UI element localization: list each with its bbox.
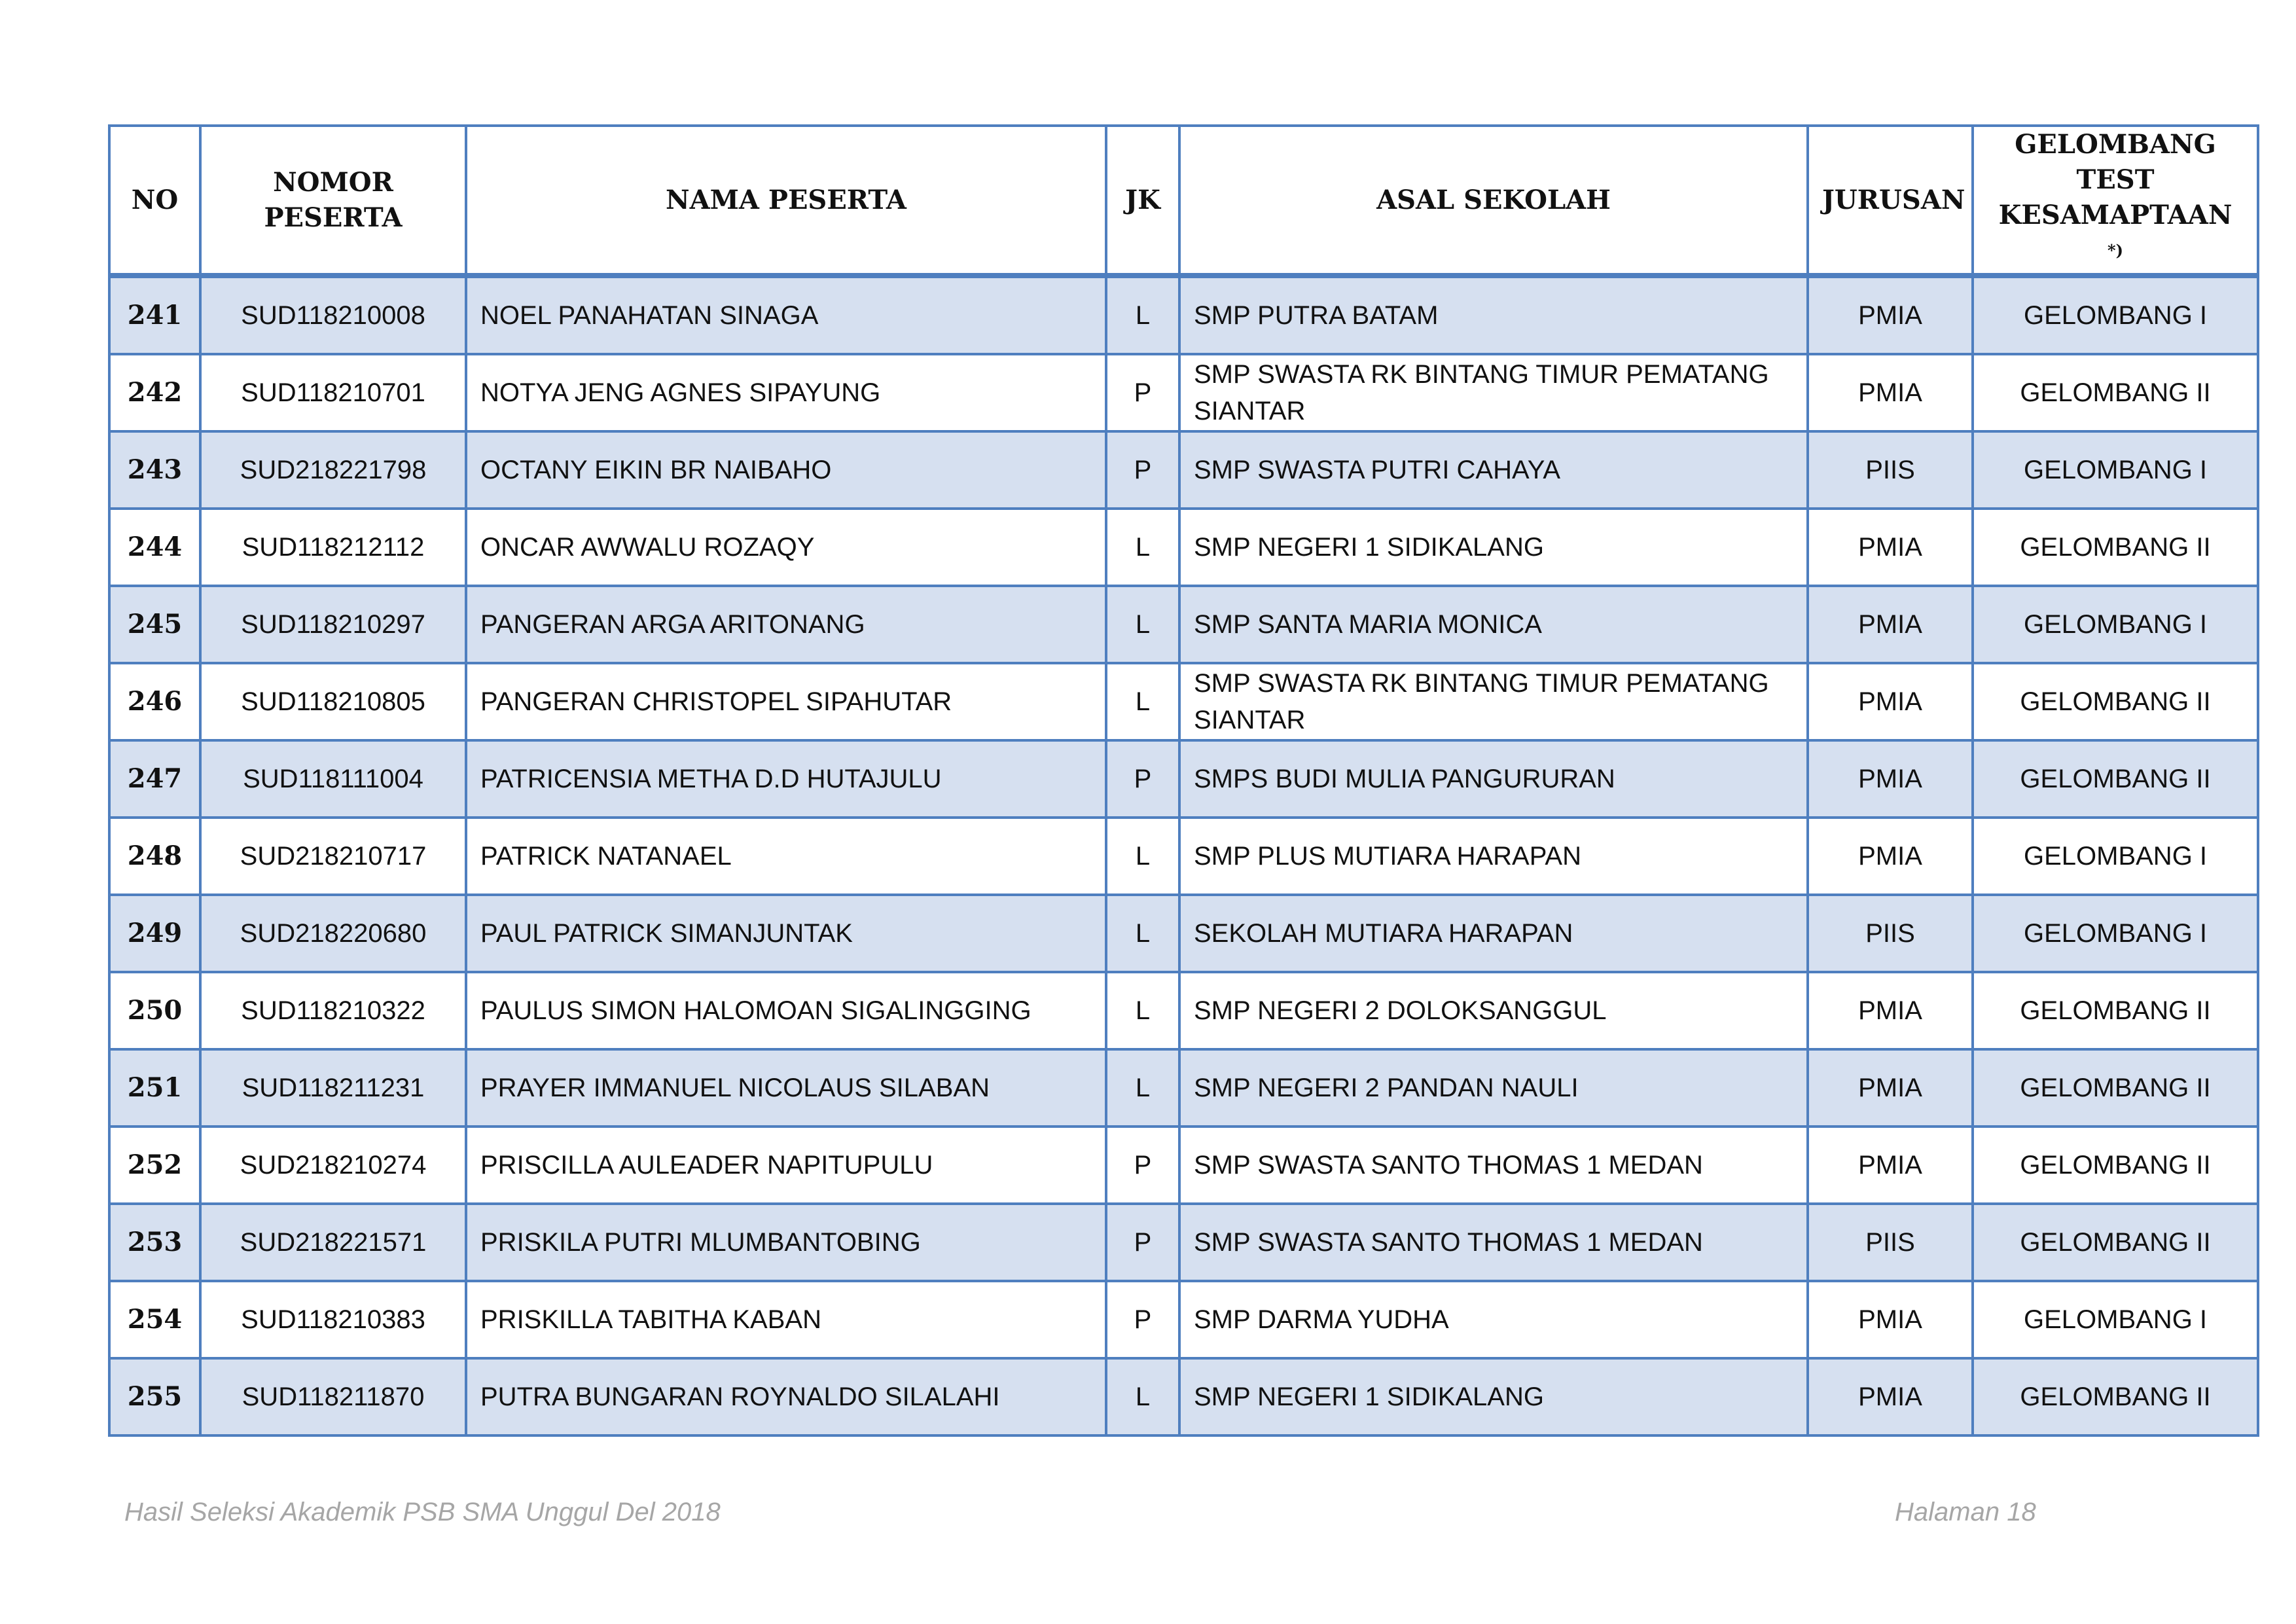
cell-gelombang: GELOMBANG II <box>1973 1358 2258 1435</box>
table-row <box>109 972 2258 1049</box>
cell-jurusan: PMIA <box>1808 1049 1973 1127</box>
cell-jurusan: PIIS <box>1808 1204 1973 1281</box>
cell-asal-sekolah: SMP NEGERI 2 PANDAN NAULI <box>1179 1049 1808 1127</box>
cell-nama-peserta: PATRICENSIA METHA D.D HUTAJULU <box>466 740 1106 818</box>
header-gelombang-test <box>1973 126 2258 276</box>
cell-nama-peserta: PAULUS SIMON HALOMOAN SIGALINGGING <box>466 972 1106 1049</box>
cell-jk: L <box>1106 818 1179 895</box>
cell-jurusan: PMIA <box>1808 276 1973 354</box>
cell-nama-peserta: PRAYER IMMANUEL NICOLAUS SILABAN <box>466 1049 1106 1127</box>
cell-jurusan: PMIA <box>1808 1281 1973 1358</box>
cell-asal-sekolah: SMP SWASTA SANTO THOMAS 1 MEDAN <box>1179 1127 1808 1204</box>
cell-gelombang: GELOMBANG II <box>1973 354 2258 431</box>
cell-no: 247 <box>109 740 200 818</box>
table-row <box>109 431 2258 509</box>
cell-nama-peserta: NOEL PANAHATAN SINAGA <box>466 276 1106 354</box>
cell-nomor-peserta: SUD218210274 <box>200 1127 466 1204</box>
header-nomor-peserta <box>200 126 466 276</box>
cell-gelombang: GELOMBANG I <box>1973 1281 2258 1358</box>
cell-nama-peserta: ONCAR AWWALU ROZAQY <box>466 509 1106 586</box>
cell-jurusan: PMIA <box>1808 354 1973 431</box>
table-header-row <box>109 126 2258 276</box>
cell-gelombang: GELOMBANG I <box>1973 431 2258 509</box>
cell-nama-peserta: PRISCILLA AULEADER NAPITUPULU <box>466 1127 1106 1204</box>
cell-nomor-peserta: SUD118211870 <box>200 1358 466 1435</box>
cell-jurusan: PMIA <box>1808 1358 1973 1435</box>
table-row <box>109 1281 2258 1358</box>
cell-no: 242 <box>109 354 200 431</box>
cell-nomor-peserta: SUD118210322 <box>200 972 466 1049</box>
cell-asal-sekolah: SMP SWASTA RK BINTANG TIMUR PEMATANG SIANTAR <box>1179 663 1808 740</box>
header-jurusan: JURUSAN <box>1808 126 1973 276</box>
cell-asal-sekolah: SMP SWASTA SANTO THOMAS 1 MEDAN <box>1179 1204 1808 1281</box>
cell-nomor-peserta: SUD118210297 <box>200 586 466 663</box>
cell-nama-peserta: PUTRA BUNGARAN ROYNALDO SILALAHI <box>466 1358 1106 1435</box>
cell-jk: P <box>1106 1127 1179 1204</box>
cell-no: 249 <box>109 895 200 972</box>
header-nomor-line2: PESERTA <box>264 202 403 233</box>
header-no: NO <box>109 126 200 276</box>
cell-nama-peserta: PATRICK NATANAEL <box>466 818 1106 895</box>
cell-jk: L <box>1106 895 1179 972</box>
cell-nama-peserta: OCTANY EIKIN BR NAIBAHO <box>466 431 1106 509</box>
table-row <box>109 276 2258 354</box>
table-row <box>109 586 2258 663</box>
header-gelombang-note: *) <box>2108 241 2123 260</box>
cell-gelombang: GELOMBANG II <box>1973 509 2258 586</box>
cell-asal-sekolah: SMP NEGERI 1 SIDIKALANG <box>1179 509 1808 586</box>
cell-nomor-peserta: SUD118211231 <box>200 1049 466 1127</box>
cell-no: 248 <box>109 818 200 895</box>
cell-jurusan: PMIA <box>1808 972 1973 1049</box>
cell-nama-peserta: PANGERAN ARGA ARITONANG <box>466 586 1106 663</box>
table-row <box>109 818 2258 895</box>
cell-gelombang: GELOMBANG II <box>1973 1127 2258 1204</box>
cell-asal-sekolah: SMP SANTA MARIA MONICA <box>1179 586 1808 663</box>
cell-nomor-peserta: SUD118210383 <box>200 1281 466 1358</box>
cell-jurusan: PMIA <box>1808 740 1973 818</box>
cell-jurusan: PMIA <box>1808 1127 1973 1204</box>
table-row <box>109 895 2258 972</box>
table-row <box>109 1358 2258 1435</box>
header-nama-peserta: NAMA PESERTA <box>466 126 1106 276</box>
cell-gelombang: GELOMBANG I <box>1973 818 2258 895</box>
cell-no: 255 <box>109 1358 200 1435</box>
cell-asal-sekolah: SMP SWASTA PUTRI CAHAYA <box>1179 431 1808 509</box>
cell-asal-sekolah: SMP PLUS MUTIARA HARAPAN <box>1179 818 1808 895</box>
cell-asal-sekolah: SMP PUTRA BATAM <box>1179 276 1808 354</box>
cell-no: 251 <box>109 1049 200 1127</box>
cell-asal-sekolah: SMP DARMA YUDHA <box>1179 1281 1808 1358</box>
cell-nama-peserta: NOTYA JENG AGNES SIPAYUNG <box>466 354 1106 431</box>
cell-jk: P <box>1106 431 1179 509</box>
cell-nomor-peserta: SUD218210717 <box>200 818 466 895</box>
cell-gelombang: GELOMBANG II <box>1973 1204 2258 1281</box>
cell-asal-sekolah: SMP NEGERI 1 SIDIKALANG <box>1179 1358 1808 1435</box>
cell-no: 252 <box>109 1127 200 1204</box>
footer-page-number: Halaman 18 <box>1895 1498 2036 1526</box>
cell-gelombang: GELOMBANG I <box>1973 276 2258 354</box>
cell-jk: L <box>1106 276 1179 354</box>
cell-nama-peserta: PRISKILA PUTRI MLUMBANTOBING <box>466 1204 1106 1281</box>
cell-jk: P <box>1106 354 1179 431</box>
cell-nomor-peserta: SUD218221571 <box>200 1204 466 1281</box>
cell-nama-peserta: PANGERAN CHRISTOPEL SIPAHUTAR <box>466 663 1106 740</box>
cell-nomor-peserta: SUD218220680 <box>200 895 466 972</box>
cell-jurusan: PMIA <box>1808 663 1973 740</box>
header-asal-sekolah: ASAL SEKOLAH <box>1179 126 1808 276</box>
cell-jk: P <box>1106 740 1179 818</box>
cell-gelombang: GELOMBANG II <box>1973 1049 2258 1127</box>
cell-gelombang: GELOMBANG II <box>1973 740 2258 818</box>
cell-gelombang: GELOMBANG II <box>1973 972 2258 1049</box>
cell-no: 241 <box>109 276 200 354</box>
cell-jk: P <box>1106 1204 1179 1281</box>
cell-jurusan: PIIS <box>1808 431 1973 509</box>
cell-nomor-peserta: SUD118210701 <box>200 354 466 431</box>
cell-nama-peserta: PRISKILLA TABITHA KABAN <box>466 1281 1106 1358</box>
cell-nomor-peserta: SUD218221798 <box>200 431 466 509</box>
cell-nomor-peserta: SUD118111004 <box>200 740 466 818</box>
cell-no: 244 <box>109 509 200 586</box>
cell-nomor-peserta: SUD118210805 <box>200 663 466 740</box>
cell-jurusan: PIIS <box>1808 895 1973 972</box>
cell-asal-sekolah: SEKOLAH MUTIARA HARAPAN <box>1179 895 1808 972</box>
cell-jk: L <box>1106 663 1179 740</box>
participant-table <box>108 124 2259 1437</box>
cell-jurusan: PMIA <box>1808 509 1973 586</box>
cell-jk: L <box>1106 1358 1179 1435</box>
cell-jk: L <box>1106 1049 1179 1127</box>
cell-gelombang: GELOMBANG I <box>1973 895 2258 972</box>
table-row <box>109 1049 2258 1127</box>
header-gelombang-line1: GELOMBANG TEST <box>2015 129 2216 195</box>
cell-jk: L <box>1106 972 1179 1049</box>
cell-gelombang: GELOMBANG II <box>1973 663 2258 740</box>
cell-jurusan: PMIA <box>1808 586 1973 663</box>
table-row <box>109 509 2258 586</box>
cell-no: 245 <box>109 586 200 663</box>
header-jk: JK <box>1106 126 1179 276</box>
cell-no: 246 <box>109 663 200 740</box>
table-row <box>109 740 2258 818</box>
cell-no: 254 <box>109 1281 200 1358</box>
table-row <box>109 663 2258 740</box>
cell-jk: L <box>1106 586 1179 663</box>
cell-gelombang: GELOMBANG I <box>1973 586 2258 663</box>
cell-no: 250 <box>109 972 200 1049</box>
header-nomor-line1: NOMOR <box>273 166 393 198</box>
cell-asal-sekolah: SMP SWASTA RK BINTANG TIMUR PEMATANG SIANTAR <box>1179 354 1808 431</box>
cell-no: 253 <box>109 1204 200 1281</box>
cell-asal-sekolah: SMPS BUDI MULIA PANGURURAN <box>1179 740 1808 818</box>
table-body <box>109 276 2258 1435</box>
cell-asal-sekolah: SMP NEGERI 2 DOLOKSANGGUL <box>1179 972 1808 1049</box>
header-gelombang-line2: KESAMAPTAAN <box>1998 200 2233 230</box>
cell-jk: L <box>1106 509 1179 586</box>
cell-jk: P <box>1106 1281 1179 1358</box>
cell-nomor-peserta: SUD118210008 <box>200 276 466 354</box>
cell-jurusan: PMIA <box>1808 818 1973 895</box>
table-row <box>109 1127 2258 1204</box>
table-row <box>109 1204 2258 1281</box>
cell-nama-peserta: PAUL PATRICK SIMANJUNTAK <box>466 895 1106 972</box>
cell-nomor-peserta: SUD118212112 <box>200 509 466 586</box>
cell-no: 243 <box>109 431 200 509</box>
table-row <box>109 354 2258 431</box>
footer-document-title: Hasil Seleksi Akademik PSB SMA Unggul Del 2018 <box>124 1498 721 1526</box>
